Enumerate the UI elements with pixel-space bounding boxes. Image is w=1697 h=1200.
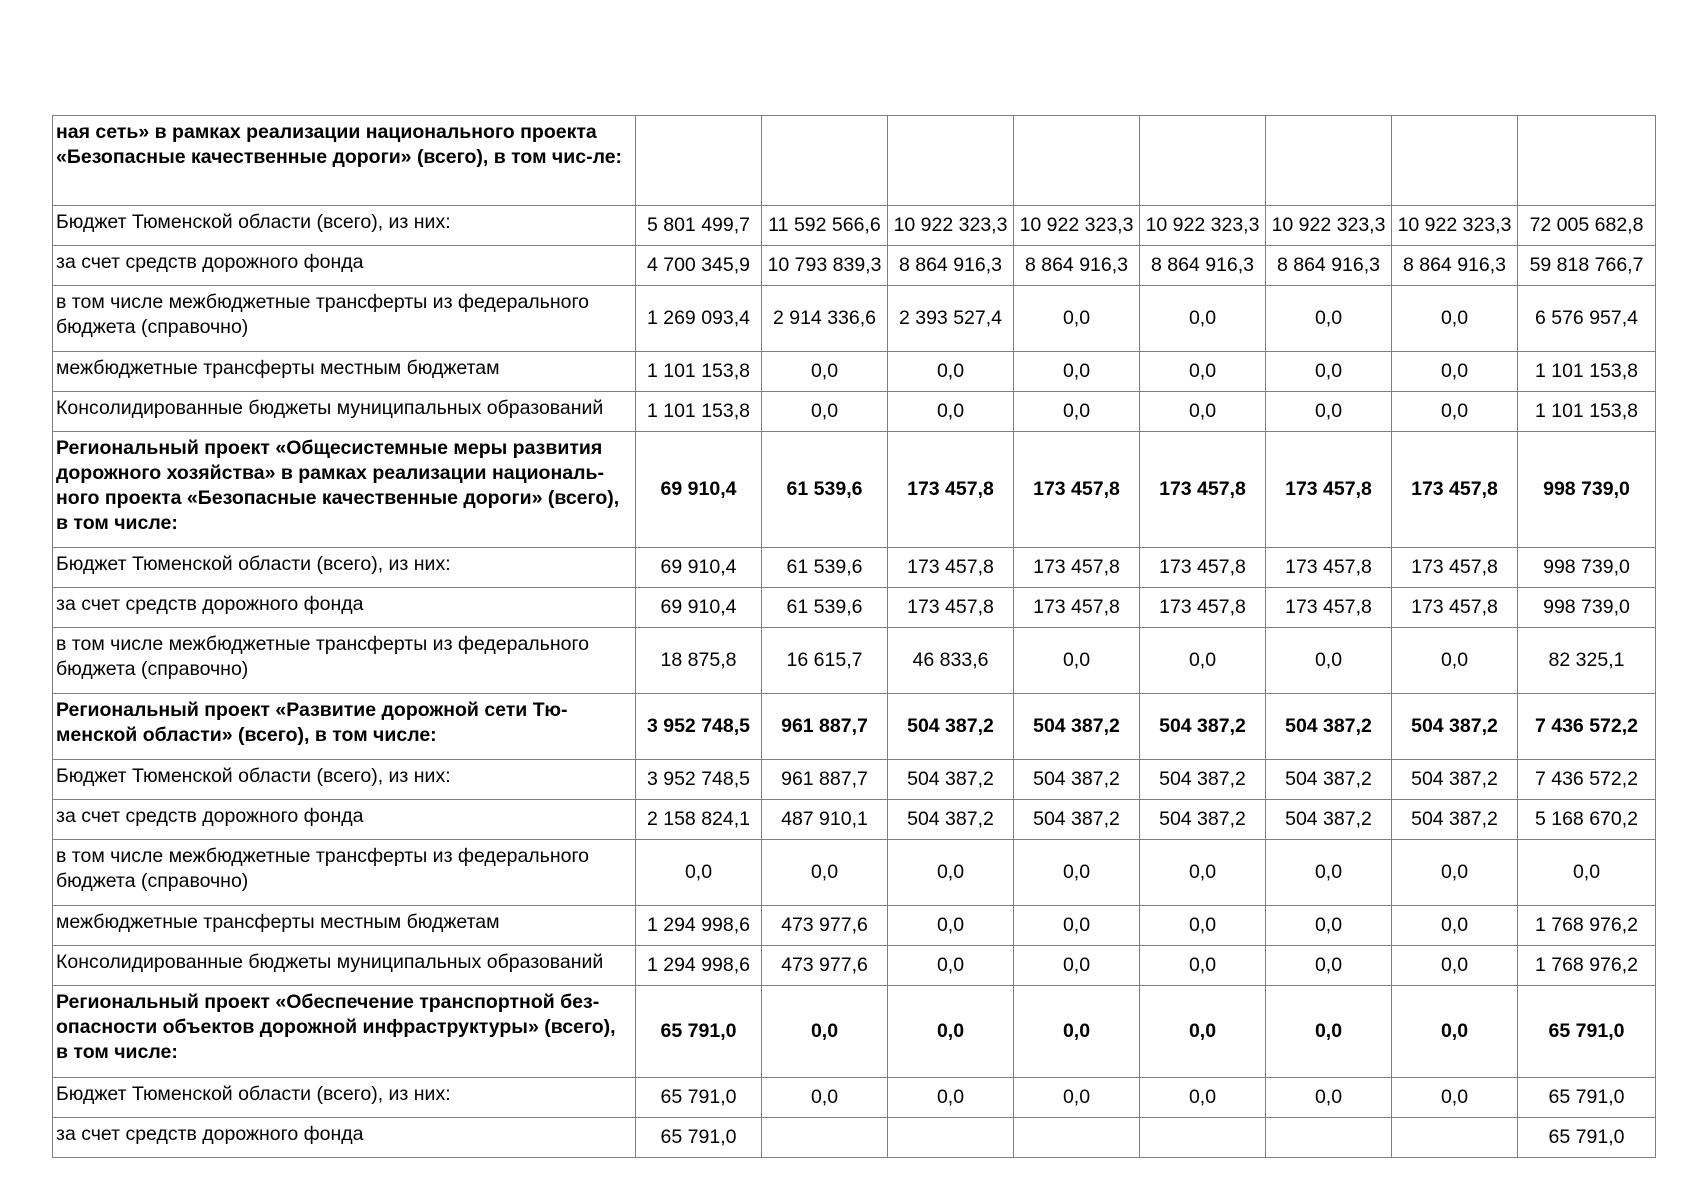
value-cell: 0,0 <box>1266 1078 1392 1118</box>
value-cell: 173 457,8 <box>888 548 1014 588</box>
total-cell: 65 791,0 <box>1518 986 1656 1078</box>
value-cell: 0,0 <box>1140 392 1266 432</box>
row-label: Региональный проект «Обеспечение транспортной без-опасности объектов дорожной инфраструктуры» (всего), в том числе: <box>53 986 636 1078</box>
total-cell: 59 818 766,7 <box>1518 246 1656 286</box>
value-cell: 3 952 748,5 <box>636 694 762 760</box>
value-cell: 173 457,8 <box>1266 588 1392 628</box>
row-label: Региональный проект «Развитие дорожной сети Тю-менской области» (всего), в том числе: <box>53 694 636 760</box>
value-cell: 0,0 <box>1392 628 1518 694</box>
row-label: Региональный проект «Общесистемные меры развития дорожного хозяйства» в рамках реализации националь-ного проекта «Безопасные качественные дороги» (всего), в том числе: <box>53 432 636 548</box>
total-cell: 1 101 153,8 <box>1518 352 1656 392</box>
value-cell: 504 387,2 <box>1392 760 1518 800</box>
value-cell <box>1014 116 1140 206</box>
total-cell: 998 739,0 <box>1518 432 1656 548</box>
table-body <box>53 116 1656 1158</box>
value-cell: 0,0 <box>1266 906 1392 946</box>
value-cell: 0,0 <box>888 906 1014 946</box>
value-cell <box>1266 1118 1392 1158</box>
value-cell: 173 457,8 <box>1140 432 1266 548</box>
value-cell: 0,0 <box>888 986 1014 1078</box>
value-cell: 173 457,8 <box>888 432 1014 548</box>
value-cell: 0,0 <box>1392 286 1518 352</box>
total-cell: 5 168 670,2 <box>1518 800 1656 840</box>
row-label: Бюджет Тюменской области (всего), из них: <box>53 760 636 800</box>
total-cell: 65 791,0 <box>1518 1078 1656 1118</box>
value-cell: 504 387,2 <box>1266 694 1392 760</box>
value-cell: 0,0 <box>1014 286 1140 352</box>
value-cell <box>1266 116 1392 206</box>
value-cell: 1 101 153,8 <box>636 352 762 392</box>
value-cell: 0,0 <box>1014 840 1140 906</box>
total-cell: 6 576 957,4 <box>1518 286 1656 352</box>
value-cell: 61 539,6 <box>762 548 888 588</box>
table-row <box>53 946 1656 986</box>
total-cell <box>1518 116 1656 206</box>
row-label: Бюджет Тюменской области (всего), из них: <box>53 548 636 588</box>
value-cell: 0,0 <box>1014 352 1140 392</box>
value-cell: 173 457,8 <box>1014 548 1140 588</box>
value-cell: 504 387,2 <box>1014 694 1140 760</box>
value-cell: 173 457,8 <box>1392 588 1518 628</box>
value-cell: 0,0 <box>1014 906 1140 946</box>
value-cell: 0,0 <box>1140 286 1266 352</box>
row-label: Консолидированные бюджеты муниципальных образований <box>53 392 636 432</box>
value-cell: 8 864 916,3 <box>888 246 1014 286</box>
table-row <box>53 906 1656 946</box>
total-cell: 7 436 572,2 <box>1518 760 1656 800</box>
value-cell: 504 387,2 <box>1014 760 1140 800</box>
value-cell: 0,0 <box>1392 906 1518 946</box>
value-cell: 1 101 153,8 <box>636 392 762 432</box>
value-cell <box>636 116 762 206</box>
value-cell: 961 887,7 <box>762 694 888 760</box>
value-cell: 61 539,6 <box>762 588 888 628</box>
table-row-section <box>53 116 1656 206</box>
value-cell: 504 387,2 <box>1140 760 1266 800</box>
value-cell <box>1392 116 1518 206</box>
value-cell: 173 457,8 <box>888 588 1014 628</box>
value-cell: 0,0 <box>888 840 1014 906</box>
row-label: за счет средств дорожного фонда <box>53 800 636 840</box>
total-cell: 0,0 <box>1518 840 1656 906</box>
value-cell: 16 615,7 <box>762 628 888 694</box>
value-cell: 0,0 <box>1140 840 1266 906</box>
table-row-section <box>53 694 1656 760</box>
value-cell: 4 700 345,9 <box>636 246 762 286</box>
table-row <box>53 588 1656 628</box>
value-cell: 173 457,8 <box>1266 548 1392 588</box>
row-label: за счет средств дорожного фонда <box>53 588 636 628</box>
value-cell: 8 864 916,3 <box>1014 246 1140 286</box>
value-cell: 10 922 323,3 <box>1140 206 1266 246</box>
value-cell: 0,0 <box>1266 352 1392 392</box>
value-cell: 0,0 <box>1392 840 1518 906</box>
table-row <box>53 1118 1656 1158</box>
total-cell: 1 768 976,2 <box>1518 946 1656 986</box>
value-cell: 10 922 323,3 <box>1014 206 1140 246</box>
row-label: в том числе межбюджетные трансферты из федерального бюджета (справочно) <box>53 286 636 352</box>
value-cell: 487 910,1 <box>762 800 888 840</box>
row-label: в том числе межбюджетные трансферты из федерального бюджета (справочно) <box>53 628 636 694</box>
budget-table <box>52 115 1656 1158</box>
value-cell: 0,0 <box>1392 352 1518 392</box>
value-cell: 173 457,8 <box>1266 432 1392 548</box>
value-cell: 65 791,0 <box>636 1078 762 1118</box>
value-cell: 8 864 916,3 <box>1392 246 1518 286</box>
value-cell: 8 864 916,3 <box>1140 246 1266 286</box>
value-cell: 1 294 998,6 <box>636 946 762 986</box>
value-cell: 504 387,2 <box>1140 800 1266 840</box>
value-cell: 173 457,8 <box>1140 548 1266 588</box>
value-cell: 0,0 <box>636 840 762 906</box>
value-cell: 0,0 <box>1266 946 1392 986</box>
value-cell: 1 294 998,6 <box>636 906 762 946</box>
row-label: за счет средств дорожного фонда <box>53 246 636 286</box>
value-cell: 0,0 <box>1014 986 1140 1078</box>
value-cell: 65 791,0 <box>636 1118 762 1158</box>
value-cell <box>1140 116 1266 206</box>
value-cell: 0,0 <box>1014 946 1140 986</box>
value-cell: 0,0 <box>1392 986 1518 1078</box>
value-cell <box>1140 1118 1266 1158</box>
value-cell: 0,0 <box>1266 286 1392 352</box>
value-cell: 0,0 <box>1140 1078 1266 1118</box>
value-cell: 504 387,2 <box>1266 760 1392 800</box>
table-row-section <box>53 432 1656 548</box>
value-cell: 2 393 527,4 <box>888 286 1014 352</box>
value-cell: 0,0 <box>1392 1078 1518 1118</box>
total-cell: 7 436 572,2 <box>1518 694 1656 760</box>
value-cell: 173 457,8 <box>1392 548 1518 588</box>
value-cell: 504 387,2 <box>1266 800 1392 840</box>
value-cell: 1 269 093,4 <box>636 286 762 352</box>
value-cell: 2 158 824,1 <box>636 800 762 840</box>
value-cell: 69 910,4 <box>636 548 762 588</box>
value-cell: 504 387,2 <box>1014 800 1140 840</box>
value-cell: 0,0 <box>762 352 888 392</box>
value-cell: 65 791,0 <box>636 986 762 1078</box>
value-cell: 961 887,7 <box>762 760 888 800</box>
value-cell: 0,0 <box>1266 392 1392 432</box>
value-cell: 18 875,8 <box>636 628 762 694</box>
value-cell <box>1392 1118 1518 1158</box>
value-cell: 504 387,2 <box>1392 800 1518 840</box>
value-cell: 0,0 <box>1014 392 1140 432</box>
row-label: межбюджетные трансферты местным бюджетам <box>53 906 636 946</box>
value-cell <box>1014 1118 1140 1158</box>
value-cell: 0,0 <box>762 1078 888 1118</box>
table-row <box>53 246 1656 286</box>
value-cell: 173 457,8 <box>1392 432 1518 548</box>
value-cell: 0,0 <box>1140 628 1266 694</box>
table-row <box>53 840 1656 906</box>
table-row <box>53 548 1656 588</box>
value-cell: 504 387,2 <box>888 760 1014 800</box>
table-row-section <box>53 986 1656 1078</box>
value-cell: 11 592 566,6 <box>762 206 888 246</box>
total-cell: 82 325,1 <box>1518 628 1656 694</box>
value-cell: 0,0 <box>762 392 888 432</box>
table-row <box>53 628 1656 694</box>
value-cell: 0,0 <box>888 946 1014 986</box>
value-cell: 46 833,6 <box>888 628 1014 694</box>
value-cell: 10 922 323,3 <box>1392 206 1518 246</box>
row-label: за счет средств дорожного фонда <box>53 1118 636 1158</box>
value-cell <box>762 1118 888 1158</box>
value-cell: 0,0 <box>1140 946 1266 986</box>
total-cell: 72 005 682,8 <box>1518 206 1656 246</box>
table-row <box>53 1078 1656 1118</box>
row-label: Бюджет Тюменской области (всего), из них: <box>53 1078 636 1118</box>
value-cell: 0,0 <box>1266 986 1392 1078</box>
value-cell: 504 387,2 <box>888 800 1014 840</box>
value-cell: 0,0 <box>1140 906 1266 946</box>
value-cell: 0,0 <box>1140 352 1266 392</box>
value-cell: 0,0 <box>888 392 1014 432</box>
value-cell: 0,0 <box>888 352 1014 392</box>
value-cell <box>888 1118 1014 1158</box>
value-cell: 0,0 <box>1014 628 1140 694</box>
table-row <box>53 760 1656 800</box>
value-cell: 8 864 916,3 <box>1266 246 1392 286</box>
total-cell: 998 739,0 <box>1518 548 1656 588</box>
value-cell: 10 922 323,3 <box>1266 206 1392 246</box>
value-cell: 504 387,2 <box>888 694 1014 760</box>
value-cell: 473 977,6 <box>762 906 888 946</box>
table-row <box>53 392 1656 432</box>
value-cell: 3 952 748,5 <box>636 760 762 800</box>
value-cell: 173 457,8 <box>1140 588 1266 628</box>
value-cell: 173 457,8 <box>1014 432 1140 548</box>
table-row <box>53 286 1656 352</box>
value-cell: 0,0 <box>1392 392 1518 432</box>
total-cell: 65 791,0 <box>1518 1118 1656 1158</box>
value-cell: 61 539,6 <box>762 432 888 548</box>
value-cell: 69 910,4 <box>636 432 762 548</box>
total-cell: 1 768 976,2 <box>1518 906 1656 946</box>
value-cell <box>888 116 1014 206</box>
value-cell: 0,0 <box>1140 986 1266 1078</box>
table-row <box>53 206 1656 246</box>
value-cell: 0,0 <box>1392 946 1518 986</box>
value-cell: 504 387,2 <box>1140 694 1266 760</box>
value-cell <box>762 116 888 206</box>
row-label: межбюджетные трансферты местным бюджетам <box>53 352 636 392</box>
value-cell: 5 801 499,7 <box>636 206 762 246</box>
row-label: в том числе межбюджетные трансферты из федерального бюджета (справочно) <box>53 840 636 906</box>
value-cell: 0,0 <box>1266 840 1392 906</box>
value-cell: 0,0 <box>1014 1078 1140 1118</box>
total-cell: 1 101 153,8 <box>1518 392 1656 432</box>
value-cell: 0,0 <box>888 1078 1014 1118</box>
value-cell: 2 914 336,6 <box>762 286 888 352</box>
value-cell: 173 457,8 <box>1014 588 1140 628</box>
value-cell: 10 922 323,3 <box>888 206 1014 246</box>
table-row <box>53 800 1656 840</box>
row-label: Бюджет Тюменской области (всего), из них: <box>53 206 636 246</box>
value-cell: 0,0 <box>762 986 888 1078</box>
value-cell: 0,0 <box>1266 628 1392 694</box>
value-cell: 473 977,6 <box>762 946 888 986</box>
value-cell: 504 387,2 <box>1392 694 1518 760</box>
row-label: Консолидированные бюджеты муниципальных образований <box>53 946 636 986</box>
total-cell: 998 739,0 <box>1518 588 1656 628</box>
value-cell: 10 793 839,3 <box>762 246 888 286</box>
value-cell: 69 910,4 <box>636 588 762 628</box>
table-row <box>53 352 1656 392</box>
row-label: ная сеть» в рамках реализации национального проекта «Безопасные качественные дороги» (всего), в том чис-ле: <box>53 116 636 206</box>
value-cell: 0,0 <box>762 840 888 906</box>
